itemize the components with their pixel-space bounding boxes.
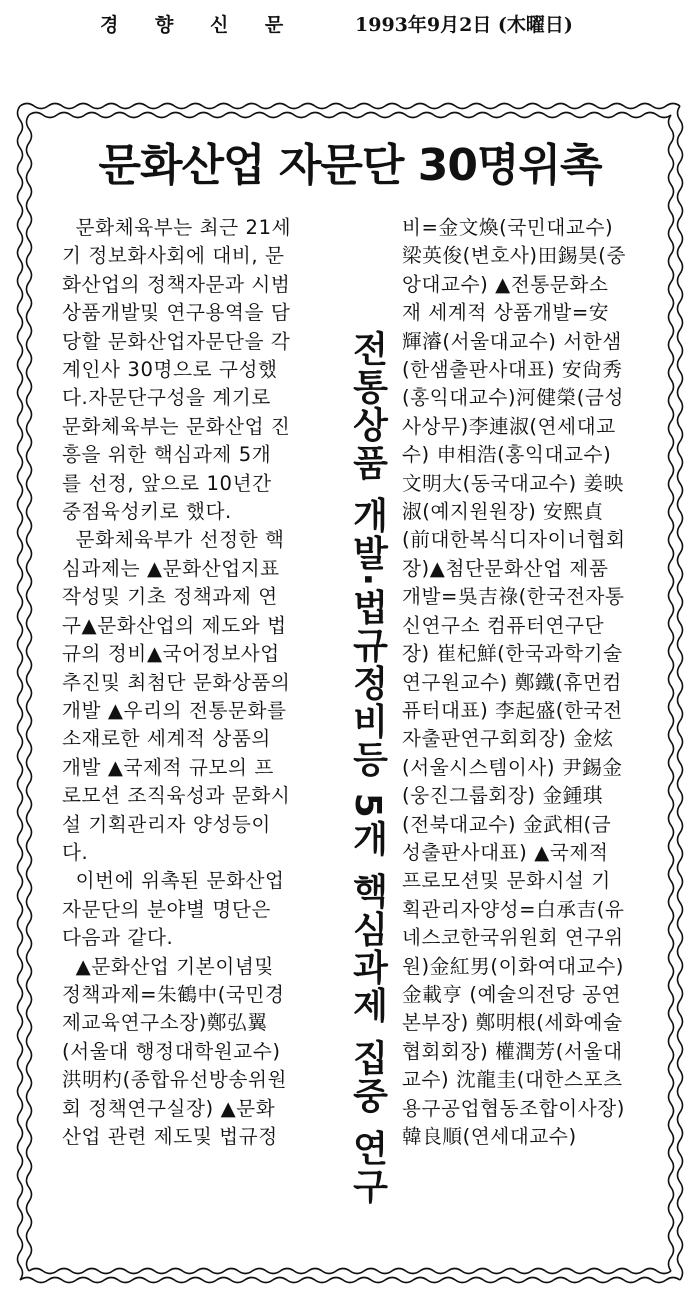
publication-date: 1993年9月2日 (木曜日) (355, 14, 573, 36)
article-headline: 문화산업 자문단 30명위촉 (98, 140, 602, 191)
newspaper-masthead (0, 0, 700, 44)
newspaper-name: 경 향 신 문 (100, 14, 284, 36)
article-subheadline: 전통상품 개발·법규정비등 5개 핵심과제 집중 연구 (347, 330, 388, 1206)
article-body-right-column: 비=金文煥(국민대교수) 梁英俊(변호사)田錫昊(중 앙대교수) ▲전통문화소 재 세계적 상품개발=安 輝濬(서울대교수) 서한샘 (한샘출판사대표) 安尙秀 (홍익대교수)河健榮(금성 사상무)李連淑(연세대교 수) 申相浩(홍익대교수) 文明大(동국대교수) 姜映 淑(예지원원장) 安熙貞 (前대한복식디자이너협회 장)▲첨단문화산업 제품 개발=吳吉祿(한국전자통 신연구소 컴퓨터연구단 장) 崔杞鮮(한국과학기술 연구원교수) 鄭鐵(휴먼컴 퓨터대표) 李起盛(한국전 자출판연구회회장) 金炫 (서울시스템이사) 尹錫金 (웅진그룹회장) 金鍾琪 (전북대교수) 金武相(금 성출판사대표) ▲국제적 프로모션및 문화시설 기 획관리자양성=白承吉(유 네스코한국위원회 연구위 원)金紅男(이화여대교수) 金載亨 (예술의전당 공연 본부장) 鄭明根(세화예술 협회회장) 權潤芳(서울대 교수) 沈龍圭(대한스포츠 용구공업협동조합이사장) 韓良順(연세대교수) (402, 216, 627, 1148)
article-clipping (12, 98, 688, 1288)
article-body-left-column: 문화체육부는 최근 21세 기 정보화사회에 대비, 문 화산업의 정책자문과 시범 상품개발및 연구용역을 담 당할 문화산업자문단을 각 계인사 30명으로 구성했 다.자문단구성을 계기로 문화체육부는 문화산업 진 흥을 위한 핵심과제 5개 를 선정, 앞으로 10년간 중점육성키로 했다. 문화체육부가 선정한 핵 심과제는 ▲문화산업지표 작성및 기초 정책과제 연 구▲문화산업의 제도와 법 규의 정비▲국어정보사업 추진및 최첨단 문화상품의 개발 ▲우리의 전통문화를 소재로한 세계적 상품의 개발 ▲국제적 규모의 프 로모션 조직육성과 문화시 설 기획관리자 양성등이 다. 이번에 위촉된 문화산업 자문단의 분야별 명단은 다음과 같다. ▲문화산업 기본이념및 정책과제=朱鶴中(국민경 제교육연구소장)鄭弘翼 (서울대 행정대학원교수) 洪明杓(종합유선방송위원 회 정책연구실장) ▲문화 산업 관련 제도및 법규정 (62, 216, 292, 1148)
